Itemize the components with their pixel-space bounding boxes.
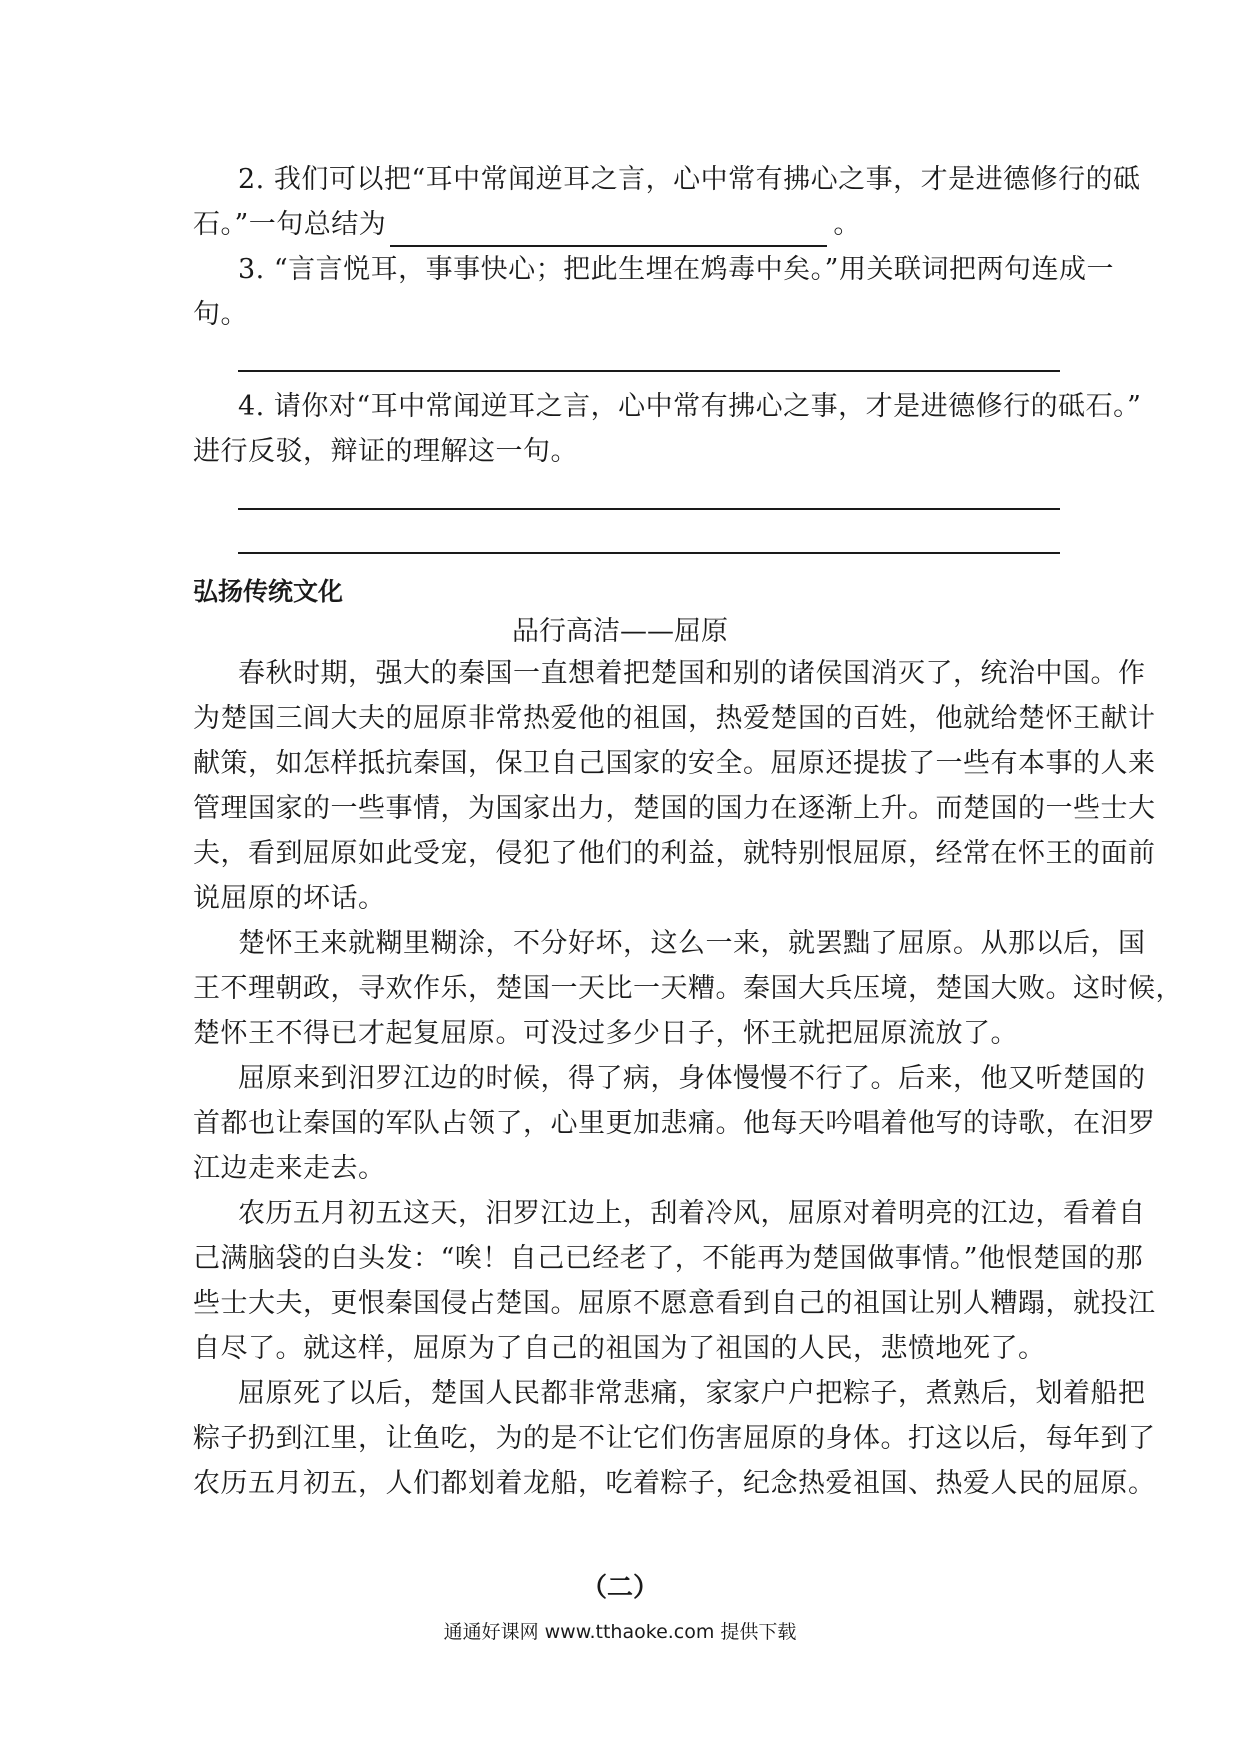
paragraph-1-line-4: 管理国家的一些事情，为国家出力，楚国的国力在逐渐上升。而楚国的一些士大 <box>193 793 1156 824</box>
section-title: 弘扬传统文化 <box>193 577 344 606</box>
paragraph-2-line-1: 楚怀王来就糊里糊涂，不分好坏，这么一来，就罢黜了屈原。从那以后，国 <box>238 928 1146 959</box>
part-label: （二） <box>580 1573 659 1603</box>
question-2-prefix: 石。”一句总结为 <box>193 209 387 240</box>
paragraph-4-line-1: 农历五月初五这天，汨罗江边上，刮着冷风，屈原对着明亮的江边，看着自 <box>238 1198 1146 1229</box>
paragraph-3-line-1: 屈原来到汨罗江边的时候，得了病，身体慢慢不行了。后来，他又听楚国的 <box>238 1063 1146 1094</box>
answer-line-q4-1[interactable] <box>238 508 1060 510</box>
answer-line-q3[interactable] <box>238 370 1060 372</box>
paragraph-5-line-1: 屈原死了以后，楚国人民都非常悲痛，家家户户把粽子，煮熟后，划着船把 <box>238 1378 1146 1409</box>
paragraph-2-line-2: 王不理朝政，寻欢作乐，楚国一天比一天糟。秦国大兵压境，楚国大败。这时候， <box>193 973 1183 1004</box>
footer-credit: 通通好课网 www.tthaoke.com 提供下载 <box>443 1621 797 1643</box>
question-4-line-1: 4. 请你对“耳中常闻逆耳之言，心中常有拂心之事，才是进德修行的砥石。” <box>238 391 1142 422</box>
question-2-suffix: 。 <box>833 209 861 240</box>
question-3-line-1: 3. “言言悦耳，事事快心；把此生埋在鸩毒中矣。”用关联词把两句连成一 <box>238 254 1114 285</box>
paragraph-1-line-2: 为楚国三闾大夫的屈原非常热爱他的祖国，热爱楚国的百姓，他就给楚怀王献计 <box>193 703 1156 734</box>
paragraph-1-line-6: 说屈原的坏话。 <box>193 883 386 914</box>
answer-line-q4-2[interactable] <box>238 552 1060 554</box>
question-4-line-2: 进行反驳，辩证的理解这一句。 <box>193 436 578 467</box>
question-2-line-2 <box>193 203 1063 247</box>
paragraph-1-line-1: 春秋时期，强大的秦国一直想着把楚国和别的诸侯国消灭了，统治中国。作 <box>238 658 1146 689</box>
paragraph-1-line-3: 献策，如怎样抵抗秦国，保卫自己国家的安全。屈原还提拔了一些有本事的人来 <box>193 748 1156 779</box>
paragraph-4-line-2: 己满脑袋的白头发：“唉！自己已经老了，不能再为楚国做事情。”他恨楚国的那 <box>193 1243 1144 1274</box>
paragraph-5-line-2: 粽子扔到江里，让鱼吃，为的是不让它们伤害屈原的身体。打这以后，每年到了 <box>193 1423 1156 1454</box>
paragraph-4-line-4: 自尽了。就这样，屈原为了自己的祖国为了祖国的人民，悲愤地死了。 <box>193 1333 1046 1364</box>
paragraph-5-line-3: 农历五月初五，人们都划着龙船，吃着粽子，纪念热爱祖国、热爱人民的屈原。 <box>193 1468 1156 1499</box>
article-title: 品行高洁——屈原 <box>512 616 728 647</box>
paragraph-2-line-3: 楚怀王不得已才起复屈原。可没过多少日子，怀王就把屈原流放了。 <box>193 1018 1018 1049</box>
paragraph-3-line-2: 首都也让秦国的军队占领了，心里更加悲痛。他每天吟唱着他写的诗歌，在汨罗 <box>193 1108 1156 1139</box>
answer-blank-q2[interactable] <box>390 215 827 247</box>
question-3-line-2: 句。 <box>193 299 248 330</box>
paragraph-4-line-3: 些士大夫，更恨秦国侵占楚国。屈原不愿意看到自己的祖国让别人糟蹋，就投江 <box>193 1288 1156 1319</box>
question-2-line-1: 2. 我们可以把“耳中常闻逆耳之言，心中常有拂心之事，才是进德修行的砥 <box>238 164 1141 195</box>
paragraph-3-line-3: 江边走来走去。 <box>193 1153 386 1184</box>
paragraph-1-line-5: 夫，看到屈原如此受宠，侵犯了他们的利益，就特别恨屈原，经常在怀王的面前 <box>193 838 1156 869</box>
